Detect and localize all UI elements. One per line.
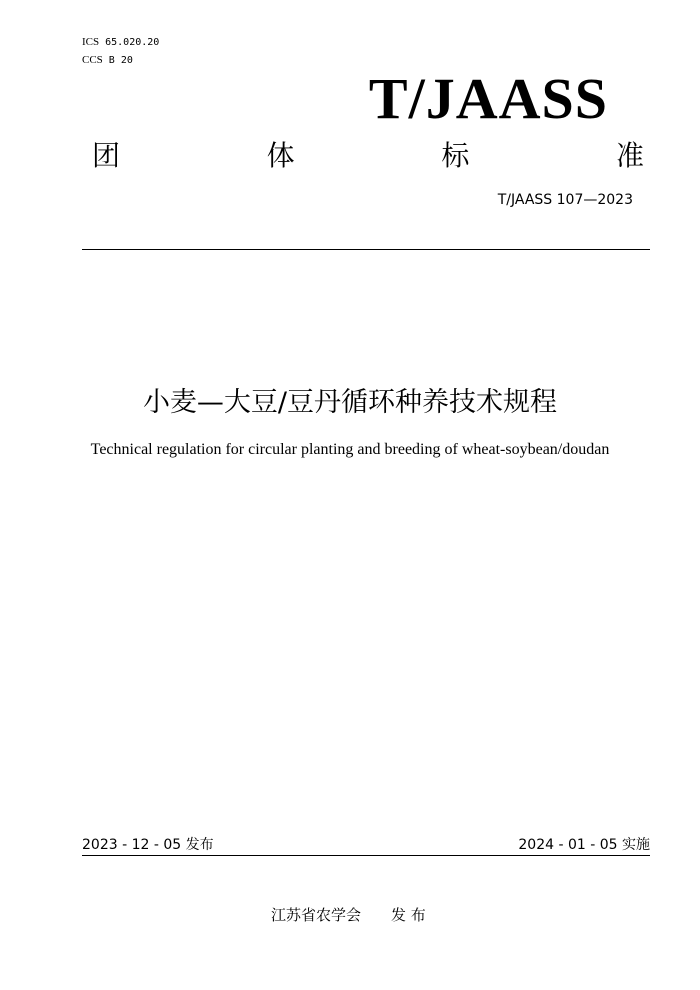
- standard-type-heading: [92, 136, 644, 172]
- ics-label: ICS: [82, 36, 100, 48]
- ccs-value: B 20: [108, 55, 133, 66]
- publisher-name: 江苏省农学会: [271, 906, 362, 924]
- standard-type-char: 准: [615, 139, 644, 172]
- implement-date: 2024 - 01 - 05 实施: [518, 837, 650, 853]
- publisher-action: 发 布: [391, 906, 426, 924]
- brand-logo-text: T/JAASS: [368, 66, 608, 131]
- bottom-divider: [82, 855, 650, 856]
- standard-type-char: 团: [92, 139, 121, 172]
- top-divider: [82, 249, 650, 250]
- title-english: Technical regulation for circular planting and breeding of wheat-soybean/doudan: [90, 441, 610, 458]
- publisher: [271, 904, 426, 925]
- ics-value: 65.020.20: [105, 37, 160, 48]
- standard-number: T/JAASS 107—2023: [497, 192, 633, 208]
- publish-date: 2023 - 12 - 05 发布: [82, 837, 214, 853]
- ccs-code: [82, 54, 133, 66]
- title-chinese: 小麦—大豆/豆丹循环种养技术规程: [142, 387, 558, 418]
- standard-type-char: 体: [266, 139, 295, 172]
- standard-type-char: 标: [441, 139, 470, 172]
- ccs-label: CCS: [82, 54, 103, 66]
- ics-code: [82, 36, 159, 48]
